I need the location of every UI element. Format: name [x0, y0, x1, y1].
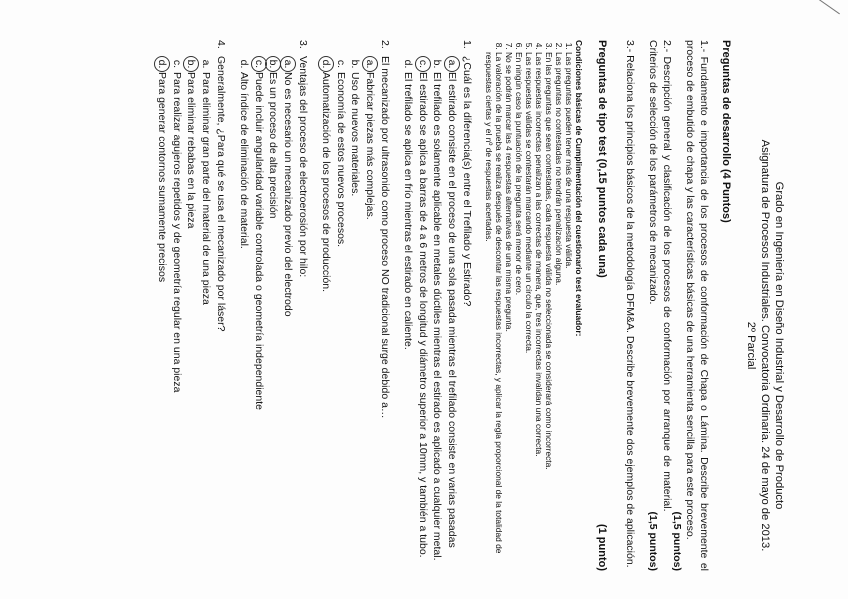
- circled-option-letter: a.: [281, 56, 294, 72]
- answer-option[interactable]: [431, 56, 444, 571]
- option-letter: b.: [431, 59, 444, 69]
- answer-option[interactable]: [238, 56, 251, 571]
- test-question: [238, 40, 309, 571]
- question-number: 2.: [378, 40, 391, 49]
- question-text: Generalmente, ¿Para qué se usa el mecanizado por láser?: [214, 56, 227, 332]
- dev-question-text: 2.- Descripción general y clasificación de los procesos de conformación por arranque de material. Criterios de selección de los parámetros de mecanizado.: [647, 40, 673, 512]
- test-question: [320, 40, 391, 571]
- condition-item: 2. Las preguntas no contestadas no tendrán penalización alguna.: [554, 52, 564, 571]
- answer-option[interactable]: [281, 56, 294, 571]
- test-questions: [156, 40, 473, 571]
- dev-question-2: [646, 40, 673, 571]
- dev-question-text: 3.- Relaciona los principios básicos de la metodología DFM&A. Describe brevemente dos ejemplos de aplicación.: [624, 40, 636, 568]
- condition-item: 1. Las preguntas pueden tener más de una respuesta válida.: [564, 52, 574, 571]
- test-question: [402, 40, 473, 571]
- option-letter: c.: [334, 59, 347, 69]
- exam-header: [744, 120, 786, 571]
- circled-option-letter: c.: [252, 56, 265, 72]
- option-letter: d.: [402, 59, 415, 69]
- circled-option-letter: c.: [416, 56, 429, 72]
- option-text: Puede incluir angularidad variable controlada o geometría independiente: [252, 72, 265, 410]
- dev-question-3-points: (1 punto): [596, 523, 609, 571]
- answer-option[interactable]: [416, 56, 429, 571]
- condition-item: 5. Las respuestas válidas se contestarán marcando mediante un círculo la correcta.: [524, 52, 534, 571]
- answer-option[interactable]: [267, 56, 280, 571]
- option-text: Es un proceso de alta precisión: [267, 72, 280, 219]
- option-letter: a.: [200, 59, 213, 69]
- question-number: 3.: [296, 40, 309, 49]
- answer-option[interactable]: [349, 56, 362, 571]
- circled-option-letter: d.: [156, 56, 169, 72]
- dev-question-text: 1.- Fundamento e importancia de los procesos de conformación de Chapa o Lámina. Describe brevemente el proceso de embutido de chapa y las características básicas de una herramienta sencilla para este proceso.: [684, 40, 710, 571]
- conditions-title: Condiciones básicas de Cumplimentación del cuestionario test evaluador:: [574, 40, 585, 337]
- circled-option-letter: a.: [363, 56, 376, 72]
- option-letter: d.: [238, 59, 251, 69]
- question-text: ¿Cuál es la diferencia(s) entre el Trefilado y Estirado?: [460, 56, 473, 307]
- option-text: El estirado consiste en el proceso de una sola pasada mientras el trefilado consiste en varias pasadas: [445, 72, 458, 548]
- answer-option[interactable]: [199, 56, 212, 571]
- degree-line: Grado en Ingeniería en Diseño Industrial y Desarrollo de Producto: [773, 181, 785, 510]
- answer-option[interactable]: [445, 56, 458, 571]
- answer-option[interactable]: [252, 56, 265, 571]
- answer-option[interactable]: [334, 56, 347, 571]
- condition-item: 3. En las preguntas que sean contestadas, cada respuesta válida no seleccionada se considerará como incorrecta.: [544, 52, 554, 571]
- test-title: Preguntas de tipo test (0,15 puntos cada una): [596, 40, 609, 278]
- condition-item: 6. En ningún caso la puntuación de la pregunta será menor de cero.: [514, 52, 524, 571]
- dev-question-points: (1,5 puntos): [647, 511, 660, 571]
- circled-option-letter: d.: [320, 56, 333, 72]
- course-line: Asignatura de Procesos Industriales. Convocatoria Ordinaria. 24 de mayo de 2013.: [759, 139, 771, 552]
- answer-option[interactable]: [170, 56, 183, 571]
- conditions-block: [484, 40, 585, 571]
- question-stem: [214, 40, 227, 571]
- option-text: Uso de nuevos materiales.: [349, 72, 362, 197]
- development-title: Preguntas de desarrollo (4 Puntos): [720, 40, 732, 223]
- test-question: [156, 40, 227, 571]
- question-text: El mecanizado por ultrasonido como proceso NO tradicional surge debido a…: [378, 56, 391, 419]
- test-section-header: [597, 40, 609, 571]
- circled-option-letter: b.: [267, 56, 280, 72]
- condition-item: 4. Las respuestas incorrectas penalizan a las correctas de manera, que, tres incorrectas invalidan una correcta.: [534, 52, 544, 571]
- question-number: 1.: [460, 40, 473, 49]
- circled-option-letter: b.: [185, 56, 198, 72]
- option-text: El estirado se aplica a barras de 4 a 6 metros de longitud y diámetro superior a 10mm, y también a tubo.: [416, 72, 429, 558]
- dev-question-1: [671, 40, 710, 571]
- dev-question-points: (1,5 puntos): [671, 511, 683, 571]
- option-text: Para eliminar gran parte del material de una pieza: [200, 72, 213, 305]
- circled-option-letter: a.: [445, 56, 458, 72]
- dev-question-3: [623, 40, 637, 571]
- option-text: Para eliminar rebabas en la pieza: [185, 72, 198, 229]
- option-text: Alto índice de eliminación de material.: [238, 72, 251, 249]
- option-letter: c.: [170, 59, 183, 69]
- option-letter: b.: [349, 59, 362, 69]
- options-list: [156, 56, 212, 571]
- condition-item: 7. No se podrán marcar las 4 respuestas alternativas de una misma pregunta.: [504, 52, 514, 571]
- option-text: Economía de estos nuevos procesos.: [334, 72, 347, 248]
- answer-option[interactable]: [402, 56, 415, 571]
- question-stem: [378, 40, 391, 571]
- options-list: [320, 56, 376, 571]
- answer-option[interactable]: [185, 56, 198, 571]
- option-text: No es necesario un mecanizado previo del electrodo: [282, 72, 295, 317]
- option-text: El trefilado es solamente aplicable en metales dúctiles mientras el estirado es aplicado a cualquier metal.: [431, 72, 444, 561]
- option-text: Automatización de los procesos de producción.: [320, 72, 333, 293]
- options-list: [402, 56, 458, 571]
- question-text: Ventajas del proceso de electroerosión por hilo:: [296, 56, 309, 278]
- option-text: Para generar contornos sumamente precisos: [156, 72, 169, 283]
- option-text: El trefilado se aplica en frío mientras el estirado en caliente.: [402, 72, 415, 350]
- condition-item: 8. La valoración de la prueba se realiza después de descontar las respuestas incorrectas, y aplicar la regla proporcional de la totalidad de respuestas ciertas y el nº de respuestas acertadas.: [484, 52, 504, 571]
- partial-line: 2º Parcial: [745, 321, 757, 370]
- options-list: [238, 56, 294, 571]
- conditions-list: [484, 40, 575, 571]
- answer-option[interactable]: [320, 56, 333, 571]
- option-text: Para realizar agujeros repetidos y de geometría regular en una pieza: [170, 72, 183, 393]
- question-stem: [460, 40, 473, 571]
- option-text: Fabricar piezas más complejas.: [364, 72, 376, 220]
- question-number: 4.: [214, 40, 227, 49]
- answer-option[interactable]: [363, 56, 376, 571]
- question-stem: [296, 40, 309, 571]
- answer-option[interactable]: [156, 56, 169, 571]
